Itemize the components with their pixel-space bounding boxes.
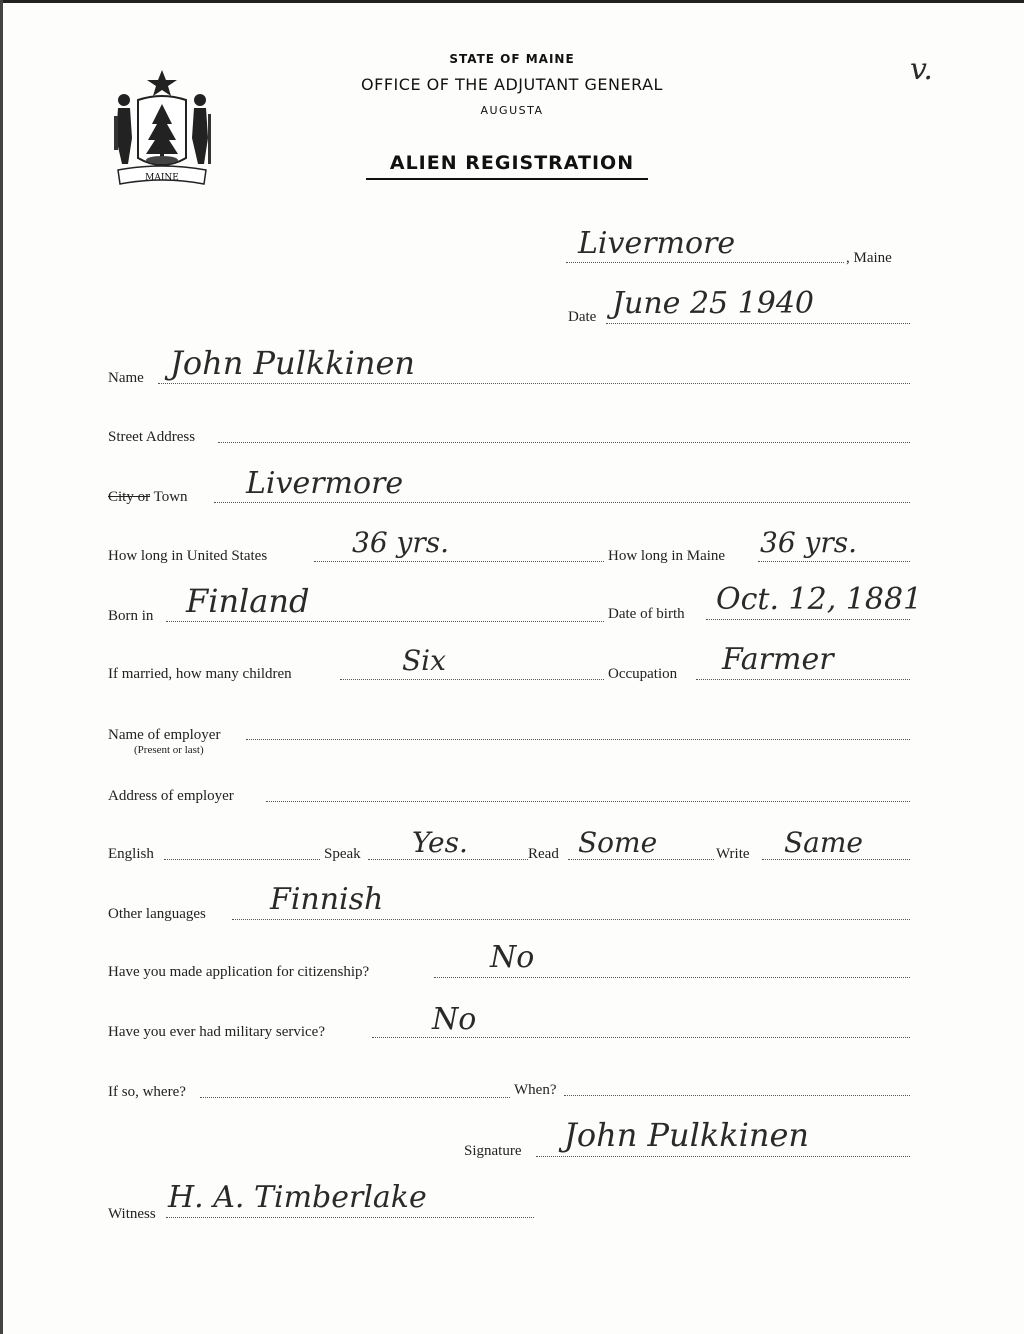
employer-sublabel: (Present or last) [134, 744, 204, 756]
corner-check-mark: v. [910, 52, 933, 87]
military-value[interactable]: No [432, 1002, 477, 1037]
read-line [568, 859, 714, 860]
title-underline [366, 178, 648, 180]
when-label: When? [514, 1082, 557, 1098]
military-line [372, 1037, 910, 1038]
place-value[interactable]: Livermore [578, 226, 736, 261]
city-struck-label: City or [108, 489, 151, 505]
speak-value[interactable]: Yes. [412, 826, 468, 859]
occupation-line [696, 679, 910, 680]
dob-line [706, 619, 910, 620]
where-line [200, 1097, 510, 1098]
employer-label: Name of employer [108, 727, 221, 743]
employer-address-label: Address of employer [108, 788, 234, 804]
born-label: Born in [108, 608, 154, 624]
children-value[interactable]: Six [402, 644, 446, 677]
date-line [606, 323, 910, 324]
scan-edge-left [0, 0, 3, 1334]
other-languages-value[interactable]: Finnish [270, 882, 384, 917]
name-label: Name [108, 370, 144, 386]
witness-label: Witness [108, 1206, 156, 1222]
read-value[interactable]: Some [578, 826, 658, 859]
name-line [158, 383, 910, 384]
date-value[interactable]: June 25 1940 [612, 286, 815, 321]
read-label: Read [528, 846, 559, 862]
header-office: OFFICE OF THE ADJUTANT GENERAL [361, 75, 663, 94]
header-city: AUGUSTA [480, 104, 544, 117]
town-label [108, 489, 188, 506]
write-value[interactable]: Same [784, 826, 863, 859]
form-title: ALIEN REGISTRATION [389, 152, 635, 174]
english-label: English [108, 846, 154, 862]
place-suffix: , Maine [846, 250, 892, 266]
citizenship-label: Have you made application for citizenship? [108, 964, 370, 980]
born-value[interactable]: Finland [186, 582, 310, 620]
name-value[interactable]: John Pulkkinen [170, 344, 416, 382]
town-line [214, 502, 910, 503]
date-label: Date [568, 309, 597, 325]
maine-length-label: How long in Maine [608, 548, 726, 564]
scan-edge-top [0, 0, 1024, 3]
speak-line [368, 859, 528, 860]
us-length-value[interactable]: 36 yrs. [352, 526, 450, 559]
witness-value[interactable]: H. A. Timberlake [168, 1180, 427, 1215]
employer-line [246, 739, 910, 740]
other-languages-line [232, 919, 910, 920]
place-line [566, 262, 844, 263]
english-line [164, 859, 320, 860]
born-line [166, 621, 604, 622]
signature-line [536, 1156, 910, 1157]
write-label: Write [716, 846, 750, 862]
citizenship-line [434, 977, 910, 978]
us-length-line [314, 561, 604, 562]
employer-address-line [266, 801, 910, 802]
where-label: If so, where? [108, 1084, 186, 1100]
town-value[interactable]: Livermore [246, 466, 404, 501]
when-line [564, 1095, 910, 1096]
citizenship-value[interactable]: No [490, 940, 535, 975]
dob-label: Date of birth [608, 606, 685, 622]
witness-line [166, 1217, 534, 1218]
town-label-text: Town [150, 489, 188, 505]
street-label: Street Address [108, 429, 196, 445]
signature-label: Signature [464, 1143, 522, 1159]
street-line [218, 442, 910, 443]
header-state: STATE OF MAINE [449, 52, 575, 66]
signature-value[interactable]: John Pulkkinen [564, 1116, 810, 1154]
us-length-label: How long in United States [108, 548, 268, 564]
military-label: Have you ever had military service? [108, 1024, 325, 1040]
svg-text:MAINE: MAINE [145, 173, 179, 183]
maine-length-value[interactable]: 36 yrs. [760, 526, 858, 559]
maine-length-line [758, 561, 910, 562]
occupation-value[interactable]: Farmer [722, 642, 834, 677]
write-line [762, 859, 910, 860]
other-languages-label: Other languages [108, 906, 206, 922]
children-line [340, 679, 604, 680]
occupation-label: Occupation [608, 666, 678, 682]
children-label: If married, how many children [108, 666, 292, 682]
dob-value[interactable]: Oct. 12, 1881 [716, 582, 923, 617]
speak-label: Speak [324, 846, 361, 862]
